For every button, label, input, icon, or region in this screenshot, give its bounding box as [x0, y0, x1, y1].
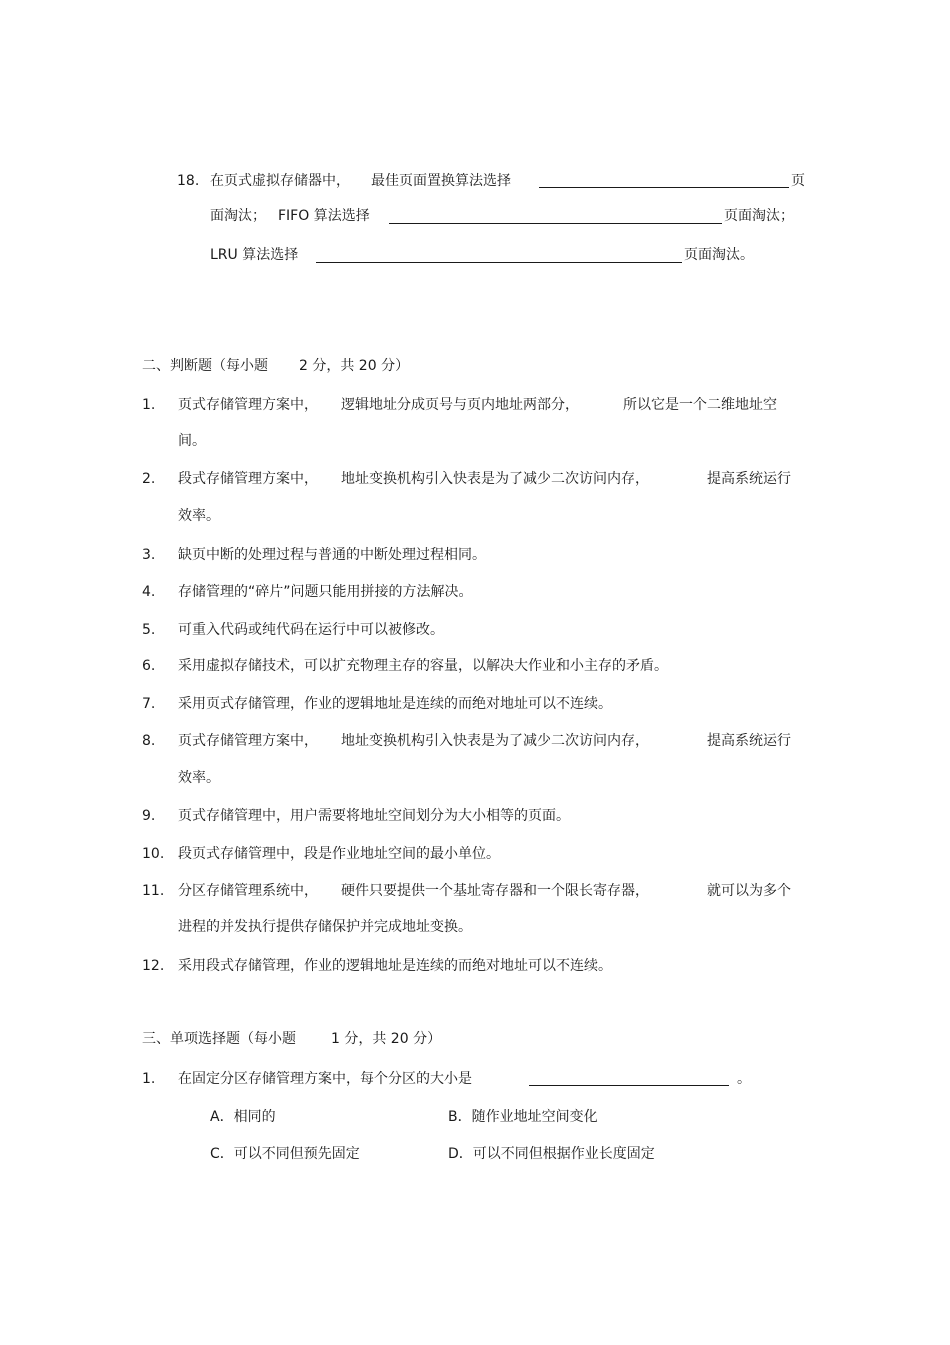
- judge-item-text: 硬件只要提供一个基址寄存器和一个限长寄存器，: [341, 883, 649, 899]
- judge-item-number: 9.: [142, 808, 156, 824]
- choice-q1-option-c[interactable]: C．可以不同但预先固定: [210, 1146, 360, 1162]
- judge-item-number: 8.: [142, 733, 156, 749]
- choice-q1-option-b[interactable]: B．随作业地址空间变化: [448, 1109, 598, 1125]
- q18-text-b: 最佳页面置换算法选择: [371, 173, 511, 189]
- choice-q1-option-a[interactable]: A．相同的: [210, 1109, 276, 1125]
- judge-item-text: 所以它是一个二维地址空: [623, 397, 777, 413]
- judge-item-text: 分区存储管理系统中，: [178, 883, 318, 899]
- choice-q1-blank[interactable]: [529, 1085, 729, 1086]
- q18-line3-tail: 页面淘汰。: [684, 247, 754, 263]
- judge-item-text: 段页式存储管理中，段是作业地址空间的最小单位。: [178, 846, 500, 862]
- judge-item-text: 逻辑地址分成页号与页内地址两部分，: [341, 397, 579, 413]
- section3-heading-score: 1 分，共 20 分）: [331, 1031, 442, 1047]
- judge-item-number: 6.: [142, 658, 156, 674]
- q18-blank-optimal[interactable]: [539, 187, 789, 188]
- judge-item-text: 采用段式存储管理，作业的逻辑地址是连续的而绝对地址可以不连续。: [178, 958, 612, 974]
- judge-item-number: 5.: [142, 622, 156, 638]
- q18-line3-lru: LRU 算法选择: [210, 247, 299, 263]
- judge-item-text: 提高系统运行: [707, 733, 791, 749]
- judge-item-number: 12.: [142, 958, 165, 974]
- judge-item-number: 1.: [142, 397, 156, 413]
- judge-item-number: 11.: [142, 883, 165, 899]
- judge-item-text: 存储管理的“碎片”问题只能用拼接的方法解决。: [178, 584, 473, 600]
- choice-q1-option-d[interactable]: D．可以不同但根据作业长度固定: [448, 1146, 655, 1162]
- q18-line2-fifo: FIFO 算法选择: [278, 208, 370, 224]
- q18-line2-head: 面淘汰；: [210, 208, 266, 224]
- q18-blank-fifo[interactable]: [389, 223, 722, 224]
- judge-item-text: 段式存储管理方案中，: [178, 471, 318, 487]
- choice-q1-stem: 在固定分区存储管理方案中，每个分区的大小是: [178, 1071, 472, 1087]
- section2-heading-score: 2 分，共 20 分）: [299, 358, 410, 374]
- judge-item-text: 采用页式存储管理，作业的逻辑地址是连续的而绝对地址可以不连续。: [178, 696, 612, 712]
- q18-number: 18.: [177, 173, 200, 189]
- q18-line2-tail: 页面淘汰；: [724, 208, 794, 224]
- judge-item-number: 10.: [142, 846, 165, 862]
- q18-blank-lru[interactable]: [316, 262, 682, 263]
- judge-item-text: 地址变换机构引入快表是为了减少二次访问内存，: [341, 471, 649, 487]
- section3-heading: 三、单项选择题（每小题: [142, 1031, 296, 1047]
- q18-text-a: 在页式虚拟存储器中，: [210, 173, 350, 189]
- judge-item-number: 4.: [142, 584, 156, 600]
- q18-text-tail: 页: [791, 173, 805, 189]
- judge-item-text: 提高系统运行: [707, 471, 791, 487]
- judge-item-text-cont: 进程的并发执行提供存储保护并完成地址变换。: [178, 919, 472, 935]
- choice-q1-end: 。: [737, 1071, 751, 1087]
- judge-item-text: 页式存储管理中，用户需要将地址空间划分为大小相等的页面。: [178, 808, 570, 824]
- judge-item-text: 页式存储管理方案中，: [178, 397, 318, 413]
- judge-item-text: 采用虚拟存储技术，可以扩充物理主存的容量，以解决大作业和小主存的矛盾。: [178, 658, 668, 674]
- section2-heading: 二、判断题（每小题: [142, 358, 268, 374]
- judge-item-text: 缺页中断的处理过程与普通的中断处理过程相同。: [178, 547, 486, 563]
- judge-item-number: 2.: [142, 471, 156, 487]
- judge-item-text-cont: 效率。: [178, 508, 220, 524]
- judge-item-text: 就可以为多个: [707, 883, 791, 899]
- choice-q1-number: 1.: [142, 1071, 156, 1087]
- judge-item-number: 3.: [142, 547, 156, 563]
- judge-item-text-cont: 间。: [178, 433, 206, 449]
- judge-item-text: 页式存储管理方案中，: [178, 733, 318, 749]
- judge-item-text: 可重入代码或纯代码在运行中可以被修改。: [178, 622, 444, 638]
- judge-item-text: 地址变换机构引入快表是为了减少二次访问内存，: [341, 733, 649, 749]
- judge-item-text-cont: 效率。: [178, 770, 220, 786]
- judge-item-number: 7.: [142, 696, 156, 712]
